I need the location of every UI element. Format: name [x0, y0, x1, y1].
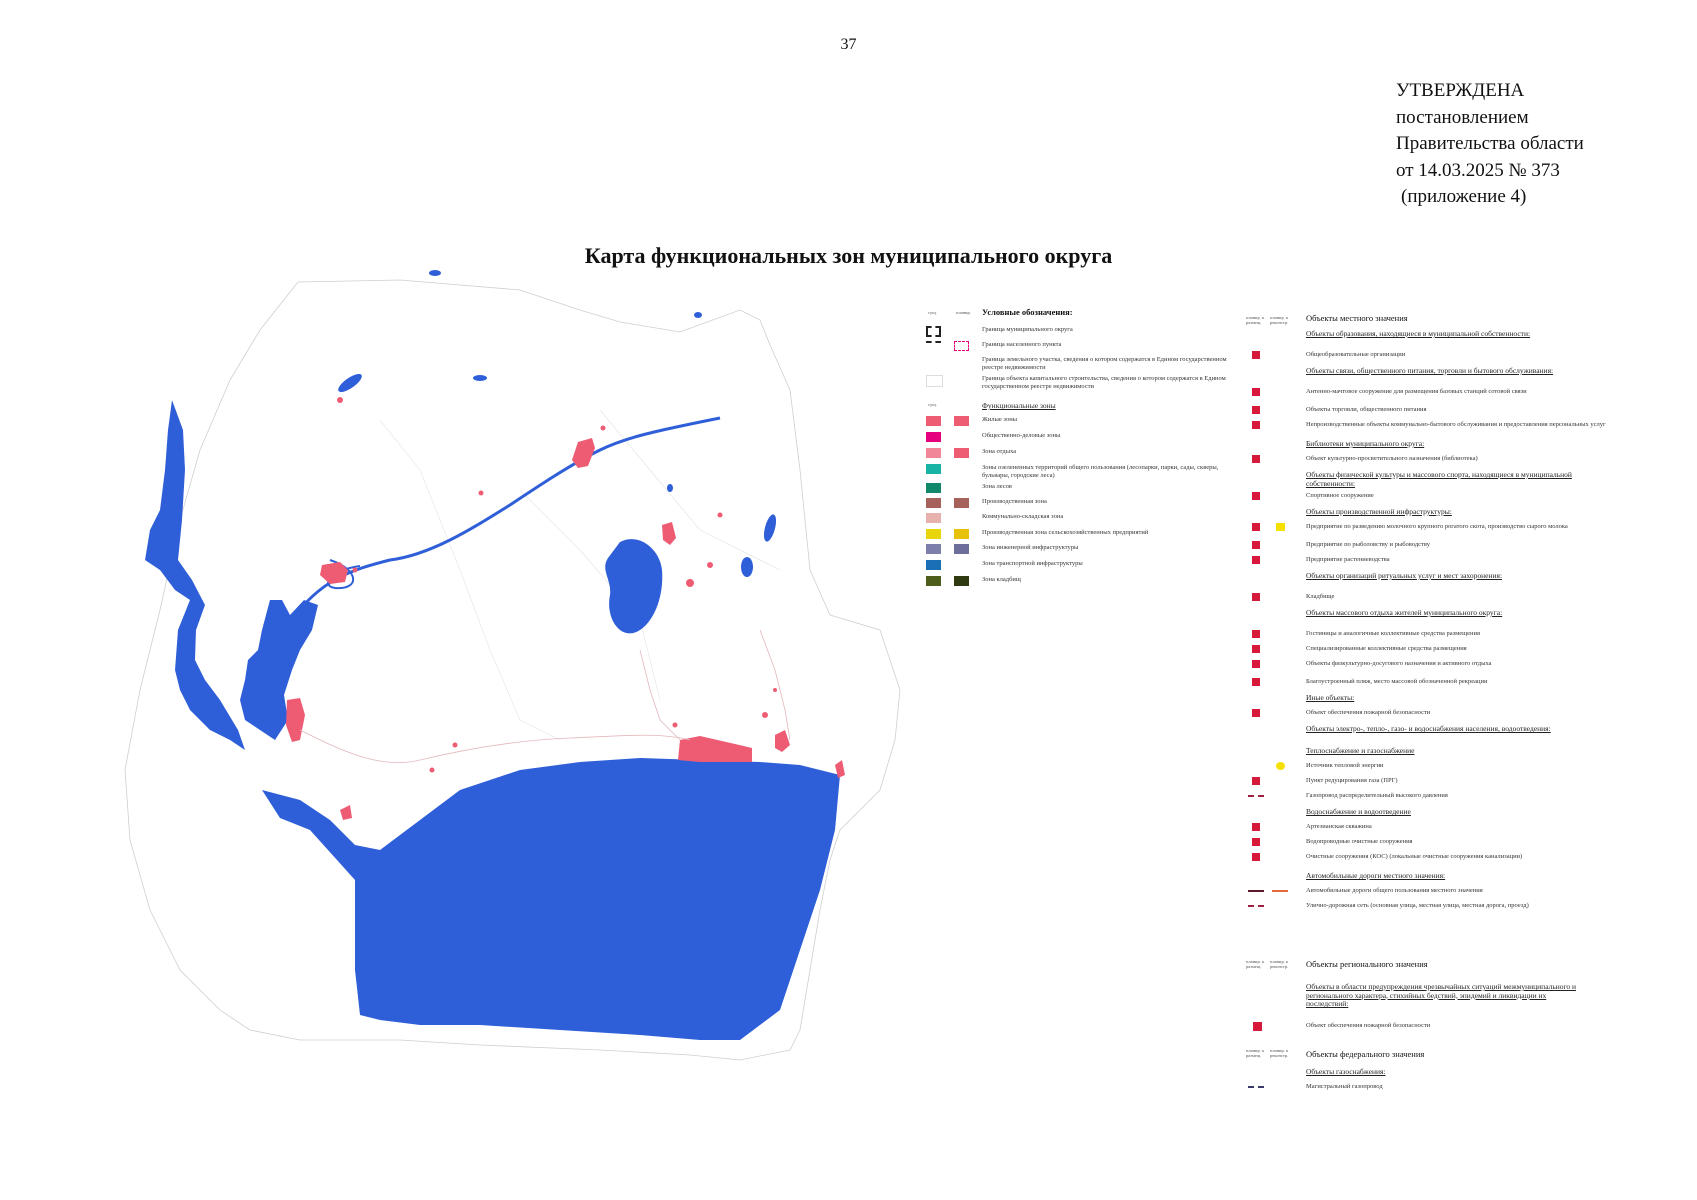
water-small-lake — [336, 371, 365, 395]
road-line-icon — [1248, 890, 1264, 892]
functional-zones-map[interactable] — [0, 270, 920, 1140]
zone-swatch-planned — [954, 529, 969, 539]
object-label: Антенно-мачтовое сооружение для размещения базовых станций сотовой связи — [1306, 388, 1527, 395]
zone-label: Зоны озелененных территорий общего пользования (лесопарки, парки, сады, скверы, бульвары, городские леса) — [982, 464, 1219, 479]
legend-zone-row — [920, 542, 1240, 558]
object-marker-icon — [1252, 838, 1260, 846]
pipeline-line-icon — [1248, 795, 1264, 797]
object-group-title: Объекты производственной инфраструктуры: — [1306, 507, 1452, 516]
object-row — [1240, 901, 1680, 915]
settlement-zone — [707, 562, 713, 568]
object-group-title: Водоснабжение и водоотведение — [1306, 807, 1411, 816]
object-row — [1240, 791, 1680, 805]
object-marker-icon — [1252, 593, 1260, 601]
zone-swatch-existing — [926, 576, 941, 586]
object-row — [1240, 644, 1680, 658]
settlement-zone — [430, 768, 435, 773]
legend-zone-row — [920, 446, 1240, 462]
zone-label: Коммунально-складская зона — [982, 513, 1064, 520]
object-row — [1240, 555, 1680, 569]
object-row — [1240, 592, 1680, 606]
object-row — [1240, 708, 1680, 722]
settlement-zone — [353, 568, 358, 573]
zone-swatch-planned — [954, 416, 969, 426]
regional-object-label: Объект обеспечения пожарной безопасности — [1306, 1022, 1431, 1029]
zone-swatch-existing — [926, 483, 941, 493]
object-label: Специализированные коллективные средства размещения — [1306, 645, 1467, 652]
legend-heading: Условные обозначения: — [982, 307, 1073, 317]
object-label: Общеобразовательные организации — [1306, 351, 1406, 358]
object-label: Объекты торговли, общественного питания — [1306, 406, 1427, 413]
zone-swatch-planned — [954, 544, 969, 554]
regional-group-title: Объекты в области предупреждения чрезвычайных ситуаций межмуниципального и регионального характера, стихийных бедствий, эпидемий и ликвидации их последствий: — [1306, 982, 1577, 1008]
object-group-title: Объекты связи, общественного питания, торговли и бытового обслуживания: — [1306, 366, 1554, 375]
gas-pipeline-line-icon — [1248, 1086, 1264, 1088]
object-row — [1240, 677, 1680, 691]
water-left-branch — [240, 600, 318, 740]
object-row — [1240, 454, 1680, 468]
object-group-title: Иные объекты: — [1306, 693, 1355, 702]
object-row — [1240, 776, 1680, 790]
zone-label: Производственная зона сельскохозяйственных предприятий — [982, 529, 1149, 536]
settlement-zone — [479, 491, 484, 496]
legend-zone-row — [920, 574, 1240, 590]
object-row — [1240, 420, 1680, 434]
object-row — [1240, 629, 1680, 643]
approval-line: Правительства области — [1396, 133, 1584, 154]
regional-object-row — [1240, 1021, 1680, 1035]
legend-zone-row — [920, 527, 1240, 543]
federal-object-label: Магистральный газопровод — [1306, 1083, 1383, 1090]
settlement-zone — [337, 397, 343, 403]
object-label: Автомобильные дороги общего пользования местного значения — [1306, 887, 1483, 894]
zone-swatch-existing — [926, 448, 941, 458]
object-row — [1240, 659, 1680, 673]
legend-row — [920, 354, 1240, 370]
zone-swatch-planned — [954, 448, 969, 458]
federal-object-row — [1240, 1082, 1680, 1096]
map-area[interactable] — [0, 270, 920, 1140]
object-marker-icon — [1252, 678, 1260, 686]
object-marker-icon — [1252, 406, 1260, 414]
object-label: Источник тепловой энергии — [1306, 762, 1384, 769]
object-group-title: Объекты образования, находящиеся в муниципальной собственности: — [1306, 329, 1531, 338]
object-label: Пункт редуцирования газа (ПРГ) — [1306, 777, 1398, 784]
water-small-lake — [429, 270, 441, 276]
object-row — [1240, 522, 1680, 536]
object-label: Объект культурно-просветительного назначения (библиотека) — [1306, 455, 1478, 462]
object-group-title: Объекты физической культуры и массового спорта, находящиеся в муниципальной собственности: — [1306, 470, 1572, 488]
approval-line: УТВЕРЖДЕНА — [1396, 80, 1525, 101]
cattle-icon — [1276, 523, 1285, 531]
object-label: Гостиницы и аналогичные коллективные средства размещения — [1306, 630, 1480, 637]
object-label: Водопроводные очистные сооружения — [1306, 838, 1413, 845]
approval-stamp — [1396, 78, 1584, 211]
settlement-zone — [453, 743, 458, 748]
object-label: Артезианская скважина — [1306, 823, 1372, 830]
building-border-swatch — [926, 375, 943, 387]
object-label: Непроизводственные объекты коммунально-бытового обслуживания и предоставления персональных услуг — [1306, 421, 1606, 428]
object-label: Очистные сооружения (КОС) (локальные очистные сооружения канализации) — [1306, 853, 1523, 860]
legend-row — [920, 373, 1240, 389]
zone-swatch-existing — [926, 544, 941, 554]
legend-zones-col: сущ. — [928, 402, 937, 407]
object-marker-icon — [1252, 455, 1260, 463]
zone-swatch-existing — [926, 432, 941, 442]
object-label: Предприятие по рыболовству и рыбоводству — [1306, 541, 1430, 548]
water-small-lake — [694, 312, 702, 318]
settlement-zone — [686, 579, 694, 587]
zone-label: Общественно-деловые зоны — [982, 432, 1061, 439]
legend-label: Граница населенного пункта — [982, 341, 1062, 348]
object-label: Спортивное сооружение — [1306, 492, 1374, 499]
regional-col-planned: планир. к реконстр. — [1270, 959, 1289, 969]
object-row — [1240, 837, 1680, 851]
object-marker-icon — [1252, 777, 1260, 785]
object-group-title: Теплоснабжение и газоснабжение — [1306, 746, 1415, 755]
legend-col-planned: планир. — [956, 310, 971, 315]
water-small-lake — [667, 484, 673, 492]
legend-zone-row — [920, 414, 1240, 430]
road — [300, 730, 690, 763]
zone-swatch-existing — [926, 498, 941, 508]
object-marker-icon — [1252, 823, 1260, 831]
zone-label: Зона транспортной инфраструктуры — [982, 560, 1083, 567]
object-marker-icon — [1252, 492, 1260, 500]
pipeline-line-icon — [1248, 905, 1264, 907]
object-label: Объект обеспечения пожарной безопасности — [1306, 709, 1431, 716]
legend-zones-title: Функциональные зоны — [982, 401, 1056, 410]
regional-objects-heading: Объекты регионального значения — [1306, 959, 1428, 969]
zone-swatch-planned — [954, 498, 969, 508]
water-left-river — [145, 400, 245, 750]
object-marker-icon — [1252, 709, 1260, 717]
objects-col-planned: планир. к реконстр. — [1270, 315, 1289, 325]
approval-line: постановлением — [1396, 106, 1529, 128]
local-objects-heading: Объекты местного значения — [1306, 313, 1408, 323]
object-group-title: Автомобильные дороги местного значения: — [1306, 871, 1446, 880]
object-marker-icon — [1252, 645, 1260, 653]
object-marker-icon — [1252, 421, 1260, 429]
object-label: Предприятие растениеводства — [1306, 556, 1390, 563]
zone-label: Зона лесов — [982, 483, 1012, 490]
object-row — [1240, 405, 1680, 419]
object-row — [1240, 822, 1680, 836]
settlement-zone — [762, 712, 768, 718]
zone-label: Зона кладбищ — [982, 576, 1021, 583]
object-group-title: Библиотеки муниципального округа: — [1306, 439, 1425, 448]
zone-label: Зона инженерной инфраструктуры — [982, 544, 1079, 551]
legend-zone-row — [920, 511, 1240, 527]
road — [760, 630, 790, 740]
object-marker-icon — [1252, 853, 1260, 861]
zone-label: Жилые зоны — [982, 416, 1018, 423]
object-label: Благоустроенный пляж, место массовой обозначенной рекреации — [1306, 678, 1488, 685]
zone-swatch-existing — [926, 529, 941, 539]
water-small-lake — [473, 375, 487, 381]
object-marker-icon — [1252, 630, 1260, 638]
water-lake — [605, 539, 662, 633]
zone-swatch-existing — [926, 560, 941, 570]
settlement-border-planned-swatch — [954, 341, 969, 351]
legend-label: Граница объекта капитального строительства, сведения о котором содержатся в Едином государственном реестре недвижимости — [982, 375, 1226, 390]
object-marker-icon — [1252, 660, 1260, 668]
object-row — [1240, 761, 1680, 775]
object-group-title: Объекты электро-, тепло-, газо- и водоснабжения населения, водоотведения: — [1306, 724, 1551, 733]
water-sea — [262, 758, 840, 1040]
zone-swatch-existing — [926, 416, 941, 426]
legend-zone-row — [920, 462, 1240, 478]
object-row — [1240, 491, 1680, 505]
federal-col-existing: планир. к размещ. — [1246, 1048, 1265, 1058]
legend-zone-row — [920, 481, 1240, 497]
object-label: Предприятие по разведению молочного крупного рогатого скота, производство сырого молока — [1306, 523, 1568, 530]
water-small-lake — [741, 557, 753, 577]
road-planned-line-icon — [1272, 890, 1288, 892]
settlement-zone — [340, 805, 352, 820]
settlement-zone — [286, 698, 305, 742]
federal-objects-heading: Объекты федерального значения — [1306, 1049, 1425, 1059]
object-row — [1240, 540, 1680, 554]
zone-swatch-planned — [954, 576, 969, 586]
zone-swatch-existing — [926, 513, 941, 523]
legend-zone-row — [920, 558, 1240, 574]
water-small-lake — [762, 513, 779, 543]
zone-label: Зона отдыха — [982, 448, 1017, 455]
object-group-title: Объекты массового отдыха жителей муниципального округа: — [1306, 608, 1503, 617]
settlement-zone — [773, 688, 777, 692]
legend-label: Граница земельного участка, сведения о котором содержатся в Едином государственном реестре недвижимости — [982, 356, 1227, 371]
federal-group-title: Объекты газоснабжения: — [1306, 1067, 1386, 1076]
federal-col-planned: планир. к реконстр. — [1270, 1048, 1289, 1058]
approval-line: от 14.03.2025 № 373 — [1396, 159, 1560, 181]
map-title: Карта функциональных зон муниципального округа — [584, 243, 1113, 268]
object-label: Кладбище — [1306, 593, 1335, 600]
zone-label: Производственная зона — [982, 498, 1047, 505]
page-number: 37 — [840, 36, 857, 53]
object-row — [1240, 852, 1680, 866]
settlement-border-swatch — [926, 341, 941, 348]
legend-zone-row — [920, 496, 1240, 512]
settlement-zone — [775, 730, 790, 752]
object-row — [1240, 387, 1680, 401]
settlement-zone — [662, 522, 676, 545]
object-marker-icon — [1252, 388, 1260, 396]
settlement-zone — [718, 513, 723, 518]
heat-source-icon — [1276, 762, 1285, 770]
approval-annex: (приложение 4) — [1401, 186, 1527, 207]
legend-label: Граница муниципального округа — [982, 326, 1073, 333]
fire-safety-object-icon — [1253, 1022, 1262, 1031]
settlement-zone — [673, 723, 678, 728]
settlement-zone — [572, 438, 595, 468]
legend-zone-row — [920, 430, 1240, 446]
object-marker-icon — [1252, 556, 1260, 564]
object-group-title: Объекты организаций ритуальных услуг и мест захоронения: — [1306, 571, 1503, 580]
object-row — [1240, 350, 1680, 364]
objects-col-existing: планир. к размещ. — [1246, 315, 1265, 325]
legend-col-existing: сущ. — [928, 310, 937, 315]
zone-swatch-existing — [926, 464, 941, 474]
object-marker-icon — [1252, 541, 1260, 549]
legend-row — [920, 339, 1240, 355]
legend-row — [920, 324, 1240, 340]
object-label: Улично-дорожная сеть (основная улица, местная улица, местная дорога, проезд) — [1306, 902, 1529, 909]
regional-col-existing: планир. к размещ. — [1246, 959, 1265, 969]
object-marker-icon — [1252, 351, 1260, 359]
settlement-zone — [601, 426, 606, 431]
district-border-swatch — [926, 326, 941, 337]
object-row — [1240, 886, 1680, 900]
object-label: Газопровод распределительный высокого давления — [1306, 792, 1448, 799]
object-label: Объекты физкультурно-досугового назначения и активного отдыха — [1306, 660, 1492, 667]
internal-boundary — [380, 420, 560, 740]
object-marker-icon — [1252, 523, 1260, 531]
